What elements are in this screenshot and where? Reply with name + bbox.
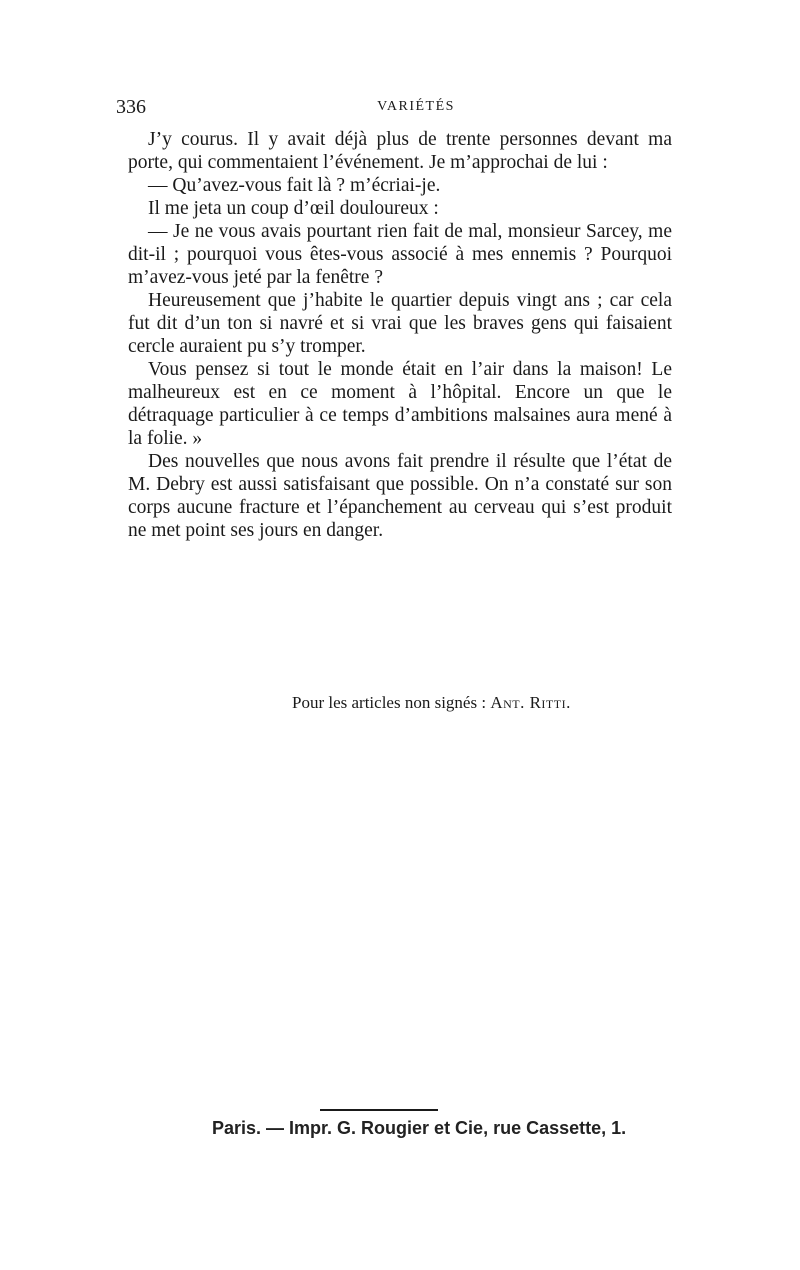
paragraph: Vous pensez si tout le monde était en l’air dans la maison! Le malheureux est en ce moment à l’hôpital. Encore un que le détraquage particulier à ce temps d’ambitions malsaines aura mené à la folie. » [128, 359, 672, 449]
body-text [128, 128, 672, 542]
page-header [116, 96, 676, 120]
paragraph: J’y courus. Il y avait déjà plus de trente personnes devant ma porte, qui commentaient l’événement. Je m’approchai de lui : [128, 129, 672, 173]
running-title: VARIÉTÉS [377, 99, 455, 114]
printer-imprint: Paris. — Impr. G. Rougier et Cie, rue Cassette, 1. [212, 1118, 627, 1138]
signature-name: Ant. Ritti. [490, 693, 571, 712]
footer-rule [320, 1109, 438, 1111]
page-number: 336 [116, 96, 146, 118]
paragraph: Des nouvelles que nous avons fait prendre il résulte que l’état de M. Debry est aussi satisfaisant que possible. On n’a constaté sur son corps aucune fracture et l’épanchement au cerveau qui s’est produit ne met point ses jours en danger. [128, 451, 672, 541]
paragraph: Heureusement que j’habite le quartier depuis vingt ans ; car cela fut dit d’un ton si navré et si vrai que les braves gens qui faisaient cercle auraient pu s’y tromper. [128, 290, 672, 357]
signature-line [292, 693, 692, 713]
signature-prefix: Pour les articles non signés : [292, 693, 487, 712]
paragraph: — Je ne vous avais pourtant rien fait de mal, monsieur Sarcey, me dit-il ; pourquoi vous êtes-vous associé à mes ennemis ? Pourquoi m’avez-vous jeté par la fenêtre ? [128, 221, 672, 288]
paragraph: Il me jeta un coup d’œil douloureux : [148, 198, 439, 219]
paragraph: — Qu’avez-vous fait là ? m’écriai-je. [148, 175, 441, 196]
